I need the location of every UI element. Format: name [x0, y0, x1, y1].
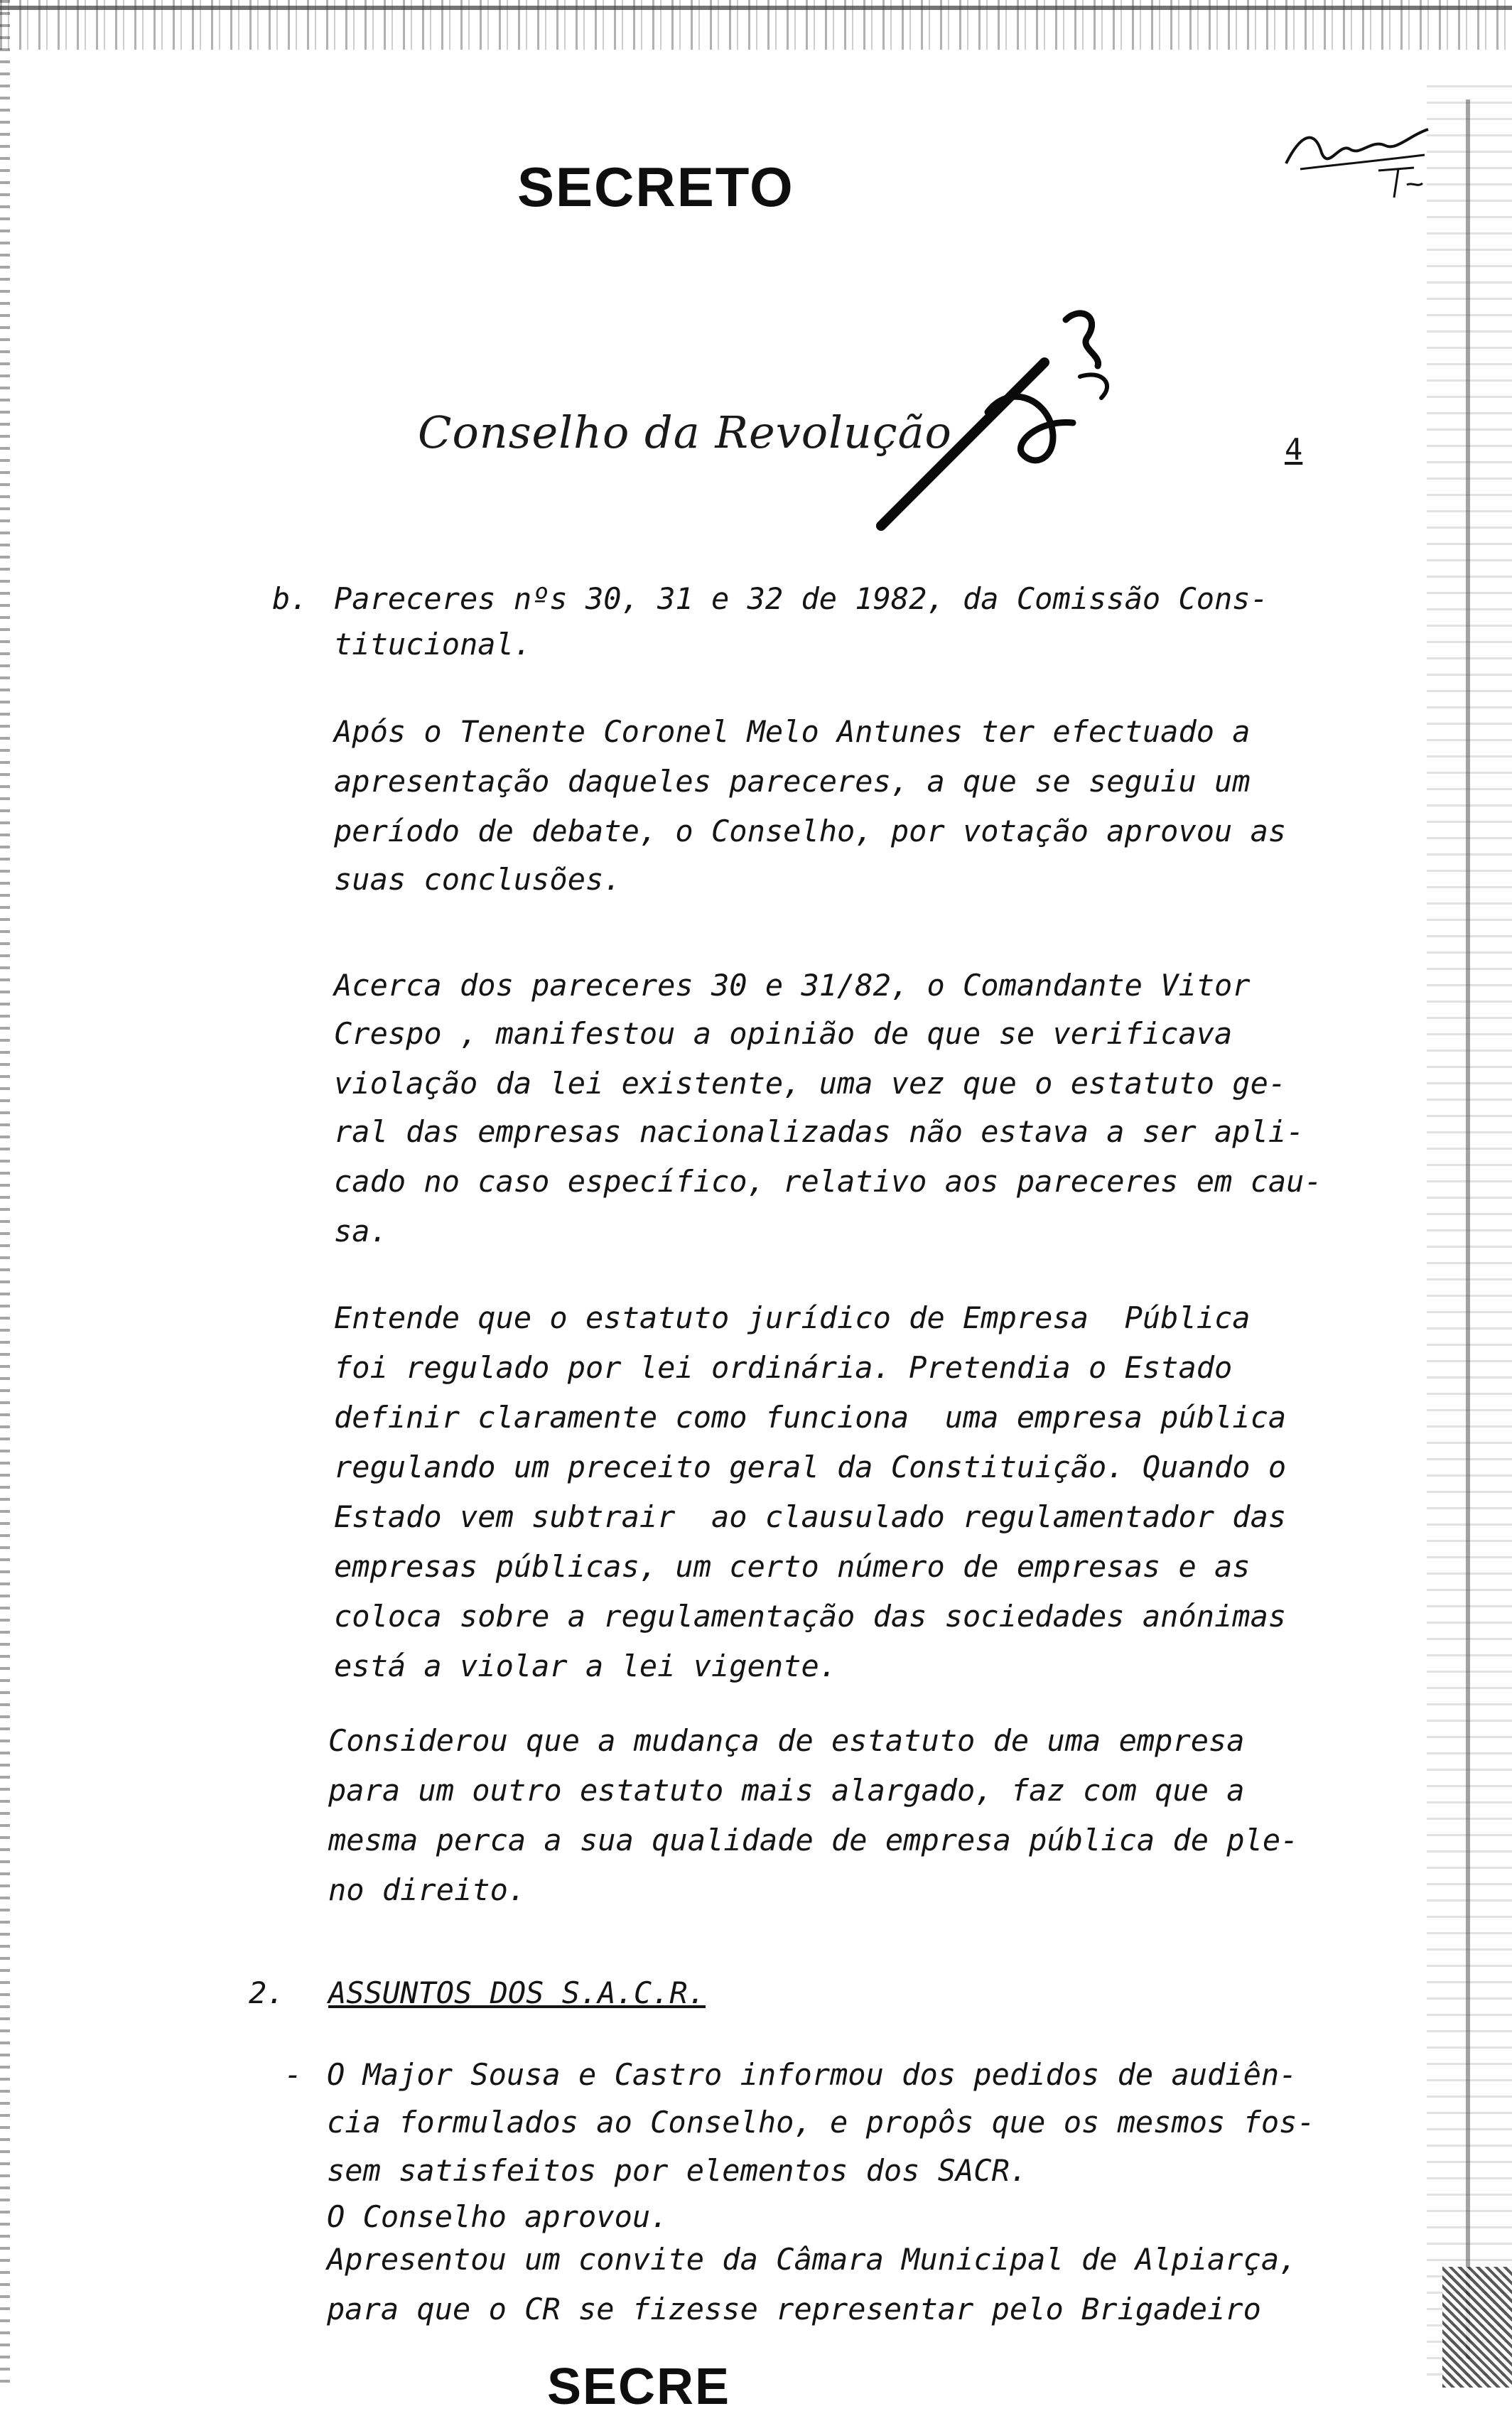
paragraph-line: mesma perca a sua qualidade de empresa pública de ple-: [328, 1823, 1299, 1857]
scan-noise-corner: [1442, 2267, 1512, 2388]
handwritten-initials: [1272, 114, 1442, 220]
bullet-line: O Major Sousa e Castro informou dos pedidos de audiên-: [327, 2057, 1297, 2092]
paragraph-line: apresentação daqueles pareceres, a que se seguiu um: [334, 764, 1251, 799]
section-title: ASSUNTOS DOS S.A.C.R.: [328, 1975, 706, 2010]
paragraph-line: Crespo , manifestou a opinião de que se verificava: [334, 1016, 1233, 1051]
item-marker: b.: [272, 581, 308, 616]
scan-edge-right: [1466, 99, 1470, 2359]
bullet-marker: -: [284, 2057, 303, 2092]
paragraph-line: período de debate, o Conselho, por votação aprovou as: [334, 814, 1287, 848]
section-number: 2.: [249, 1975, 285, 2010]
paragraph-line: está a violar a lei vigente.: [334, 1649, 838, 1683]
classification-stamp-bottom: SECRE: [547, 2358, 731, 2415]
closing-line: Apresentou um convite da Câmara Municipal de Alpiarça,: [327, 2242, 1297, 2277]
item-line: titucional.: [334, 627, 532, 662]
paragraph-line: empresas públicas, um certo número de empresas e as: [334, 1549, 1251, 1584]
closing-line: para que o CR se fizesse representar pelo Brigadeiro: [327, 2292, 1261, 2326]
paragraph-line: Estado vem subtrair ao clausulado regulamentador das: [334, 1499, 1287, 1534]
paragraph-line: Após o Tenente Coronel Melo Antunes ter efectuado a: [334, 714, 1251, 749]
scan-edge-left: [0, 0, 10, 2388]
paragraph-line: Entende que o estatuto jurídico de Empresa Pública: [334, 1300, 1251, 1335]
paragraph-line: suas conclusões.: [334, 862, 622, 897]
paragraph-line: violação da lei existente, uma vez que o estatuto ge-: [334, 1066, 1287, 1101]
scan-edge-top: [0, 6, 1512, 10]
paragraph-line: coloca sobre a regulamentação das sociedades anónimas: [334, 1599, 1287, 1634]
paragraph-line: regulando um preceito geral da Constituição. Quando o: [334, 1450, 1287, 1484]
page-number: 4: [1285, 432, 1303, 467]
paragraph-line: ral das empresas nacionalizadas não estava a ser apli-: [334, 1114, 1305, 1149]
paragraph-line: cado no caso específico, relativo aos pareceres em cau-: [334, 1164, 1322, 1199]
paragraph-line: sa.: [334, 1214, 388, 1249]
paragraph-line: definir claramente como funciona uma empresa pública: [334, 1400, 1287, 1435]
item-line: Pareceres nºs 30, 31 e 32 de 1982, da Comissão Cons-: [334, 581, 1268, 616]
paragraph-line: foi regulado por lei ordinária. Pretendia o Estado: [334, 1350, 1233, 1385]
paragraph-line: Considerou que a mudança de estatuto de uma empresa: [328, 1723, 1245, 1758]
classification-stamp-top: SECRETO: [517, 156, 794, 218]
letterhead-title: Conselho da Revolução: [418, 406, 952, 458]
paragraph-line: Acerca dos pareceres 30 e 31/82, o Comandante Vitor: [334, 968, 1251, 1003]
bullet-line: sem satisfeitos por elementos dos SACR.: [327, 2153, 1028, 2188]
paragraph-line: no direito.: [328, 1872, 526, 1907]
closing-line: O Conselho aprovou.: [327, 2199, 669, 2234]
paragraph-line: para um outro estatuto mais alargado, faz com que a: [328, 1773, 1245, 1808]
bullet-line: cia formulados ao Conselho, e propôs que os mesmos fos-: [327, 2105, 1315, 2140]
handwritten-signature: [867, 298, 1179, 540]
